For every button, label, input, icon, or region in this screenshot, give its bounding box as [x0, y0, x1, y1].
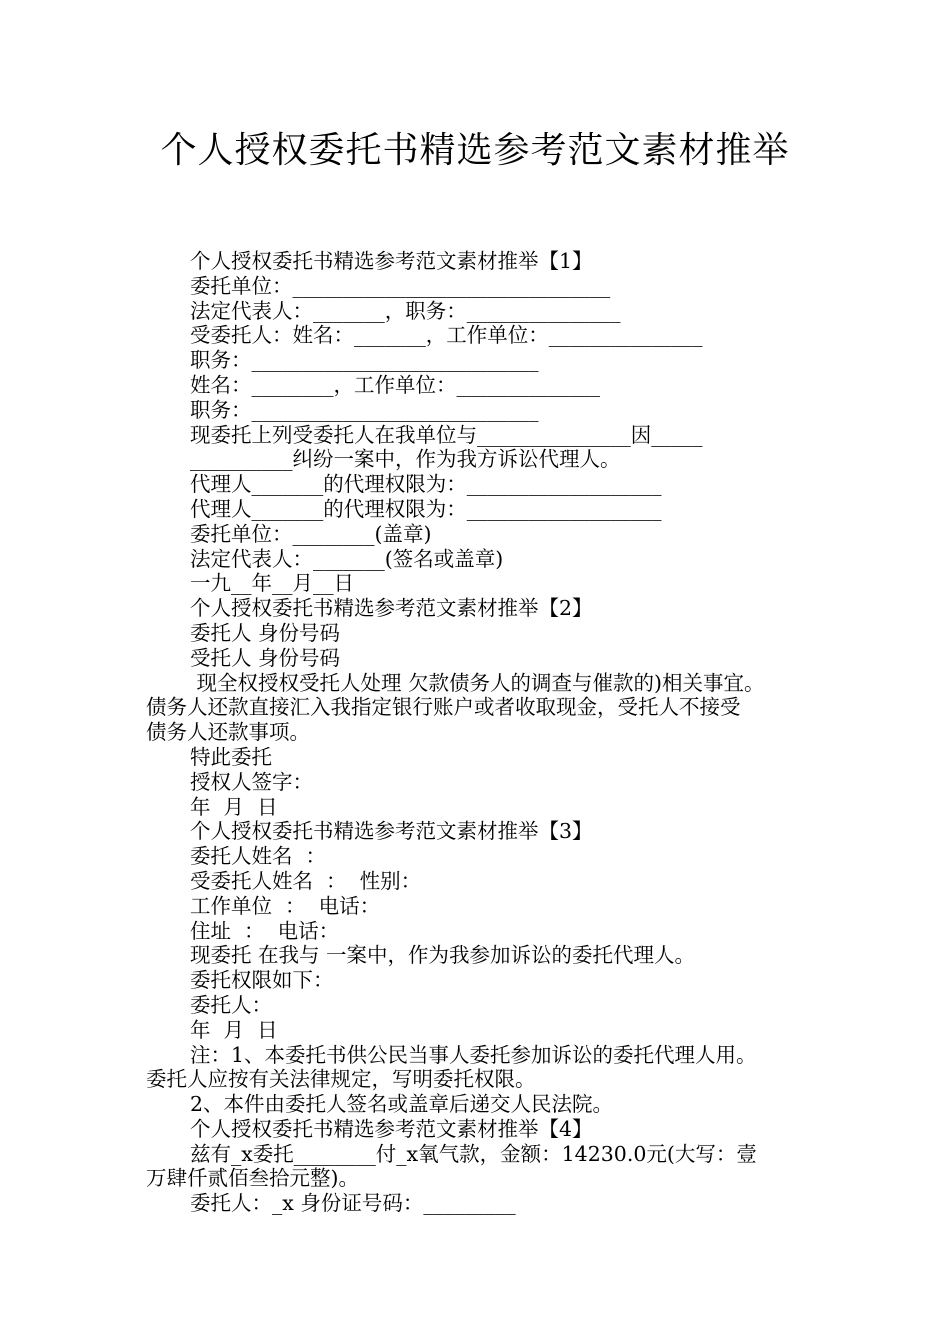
document-line: 委托人：_x 身份证号码：_________: [190, 1191, 516, 1216]
document-line: 个人授权委托书精选参考范文素材推举【1】: [190, 249, 593, 273]
document-line: 委托人应按有关法律规定，写明委托权限。: [146, 1067, 536, 1092]
document-line: 委托人 身份号码: [190, 620, 341, 645]
document-line: 个人授权委托书精选参考范文素材推举【4】: [190, 1116, 593, 1141]
document-line: 职务：____________________________: [190, 348, 539, 373]
document-line: 债务人还款直接汇入我指定银行账户或者收取现金，受托人不接受: [146, 695, 741, 720]
document-line: 职务：____________________________: [190, 397, 539, 422]
document-body: [146, 249, 826, 1216]
document-line: 特此委托: [190, 744, 272, 769]
document-line: 现委托 在我与 一案中，作为我参加诉讼的委托代理人。: [190, 943, 696, 968]
document-line: 一九__年__月__日: [190, 571, 354, 596]
document-line: 代理人_______的代理权限为：___________________: [190, 496, 662, 521]
document-line: 法定代表人：_______(签名或盖章): [190, 546, 504, 571]
document-line: 委托人姓名 ：: [190, 844, 327, 869]
document-line: 年 月 日: [190, 794, 278, 819]
document-line: 现全权授权受托人处理 欠款债务人的调查与催款的)相关事宜。: [190, 670, 765, 695]
document-line: 住址 ： 电话：: [190, 918, 340, 943]
document-line: 个人授权委托书精选参考范文素材推举【3】: [190, 819, 593, 844]
document-line: 注：1、本委托书供公民当事人委托参加诉讼的委托代理人用。: [190, 1042, 757, 1067]
document-line: 年 月 日: [190, 1017, 278, 1042]
document-line: 现委托上列受委托人在我单位与_______________因_____: [190, 422, 703, 447]
document-line: 受托人 身份号码: [190, 645, 341, 670]
document-line: 委托人：: [190, 992, 272, 1017]
document-line: 代理人_______的代理权限为：___________________: [190, 472, 662, 497]
document-line: 债务人还款事项。: [146, 720, 310, 745]
document-line: 受委托人姓名 ： 性别：: [190, 868, 422, 893]
document-line: 委托单位：________(盖章): [190, 521, 432, 546]
document-line: 兹有_x委托________付_x氧气款，金额：14230.0元(大写：壹: [190, 1141, 757, 1166]
document-line: 法定代表人：_______，职务：_______________: [190, 298, 621, 323]
document-line: 2、本件由委托人签名或盖章后递交人民法院。: [190, 1092, 614, 1117]
document-line: 万肆仟贰佰叁拾元整)。: [146, 1166, 359, 1191]
document-line: 受委托人：姓名：_______，工作单位：_______________: [190, 323, 703, 348]
document-line: 委托单位：_______________________________: [190, 273, 611, 298]
document-line: __________纠纷一案中，作为我方诉讼代理人。: [190, 447, 621, 472]
document-line: 工作单位 ： 电话：: [190, 893, 381, 918]
document-line: 个人授权委托书精选参考范文素材推举【2】: [190, 596, 593, 621]
document-line: 委托权限如下：: [190, 968, 334, 993]
document-line: 授权人签字：: [190, 769, 313, 794]
document-line: 姓名：________，工作单位：______________: [190, 372, 600, 397]
document-title: 个人授权委托书精选参考范文素材推举: [160, 130, 790, 171]
